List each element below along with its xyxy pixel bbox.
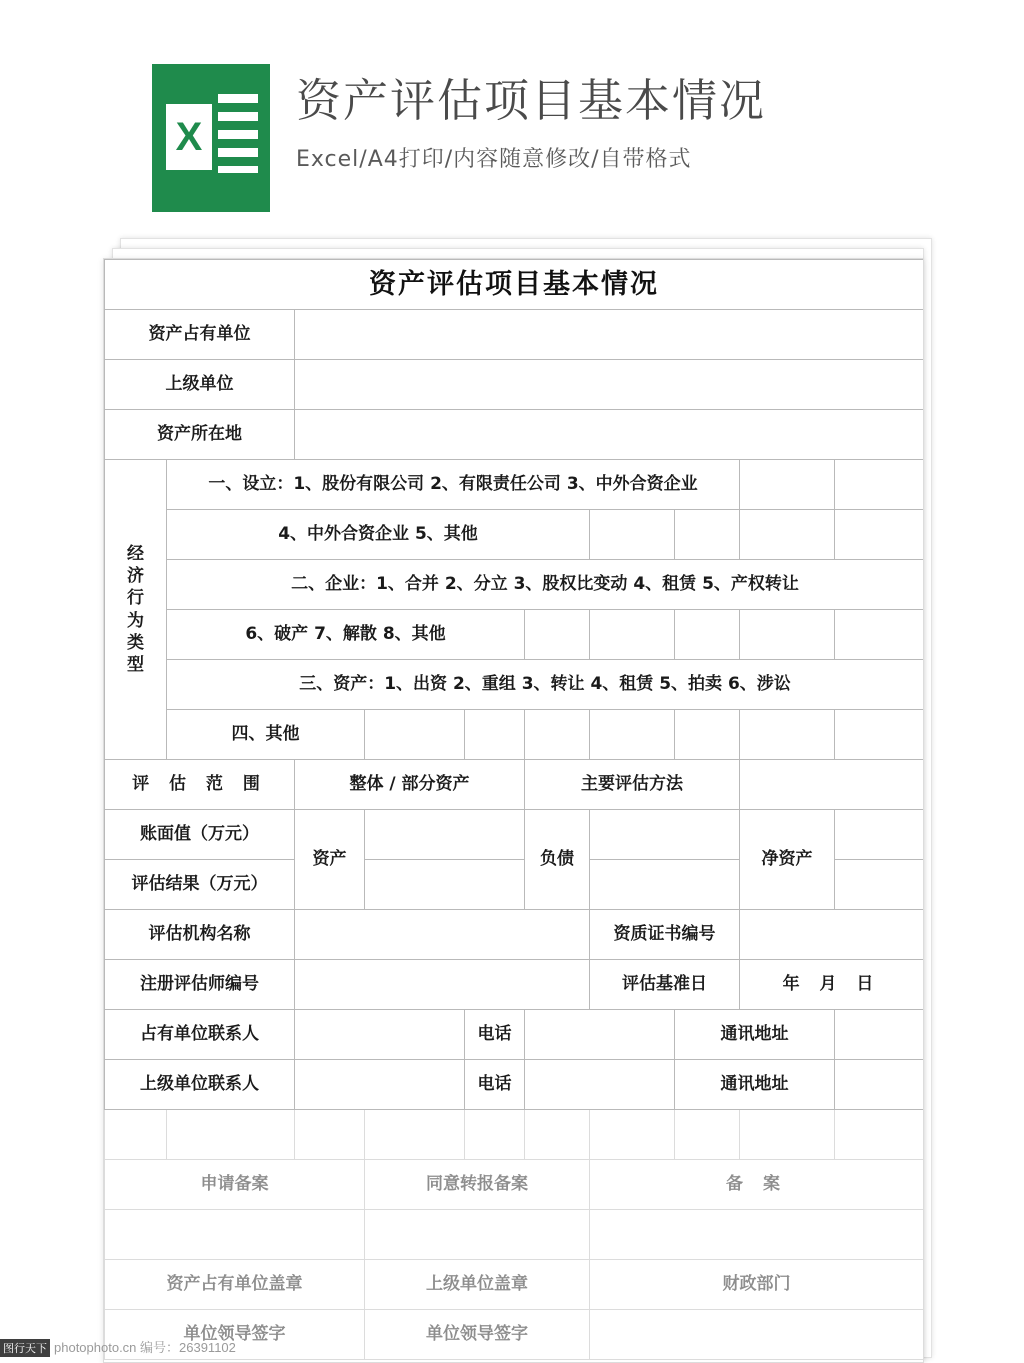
value-qualification-no[interactable] xyxy=(740,910,924,960)
eb-option-line-3[interactable]: 二、企业：1、合并 2、分立 3、股权比变动 4、租赁 5、产权转让 xyxy=(167,560,924,610)
eb-blank-4c[interactable] xyxy=(675,610,740,660)
filing-blank-a[interactable] xyxy=(105,1110,167,1160)
label-apply-filing: 申请备案 xyxy=(105,1160,365,1210)
table-row xyxy=(105,710,924,760)
eb-option-line-1[interactable]: 一、设立：1、股份有限公司 2、有限责任公司 3、中外合资企业 xyxy=(167,460,740,510)
value-book-assets[interactable] xyxy=(365,810,525,860)
table-row xyxy=(105,460,924,510)
page-title: 资产评估项目基本情况 xyxy=(296,74,767,127)
filing-blank-f[interactable] xyxy=(525,1110,590,1160)
table-row xyxy=(105,910,924,960)
eb-blank-6c[interactable] xyxy=(525,710,590,760)
value-appraiser-no[interactable] xyxy=(295,960,590,1010)
table-row xyxy=(105,1060,924,1110)
filing-blank-d[interactable] xyxy=(365,1110,465,1160)
filing-blank-j[interactable] xyxy=(835,1110,924,1160)
eb-option-line-2[interactable]: 4、中外合资企业 5、其他 xyxy=(167,510,590,560)
label-address-2: 通讯地址 xyxy=(675,1060,835,1110)
value-holder-contact[interactable] xyxy=(295,1010,465,1060)
sheet-title: 资产评估项目基本情况 xyxy=(105,260,924,310)
label-address-1: 通讯地址 xyxy=(675,1010,835,1060)
filing-blank-g[interactable] xyxy=(590,1110,675,1160)
filing-blank-c[interactable] xyxy=(295,1110,365,1160)
label-holder-contact: 占有单位联系人 xyxy=(105,1010,295,1060)
value-agency-name[interactable] xyxy=(295,910,590,960)
table-row xyxy=(105,1210,924,1260)
label-leader-sign-1: 单位领导签字 xyxy=(105,1310,365,1360)
table-row xyxy=(105,960,924,1010)
watermark-badge: 图行天下 xyxy=(0,1339,50,1357)
filing-blank-h[interactable] xyxy=(675,1110,740,1160)
watermark-text: photophoto.cn 编号：26391102 xyxy=(54,1340,236,1355)
excel-icon xyxy=(152,64,270,212)
table-row xyxy=(105,410,924,460)
label-phone-1: 电话 xyxy=(465,1010,525,1060)
value-address-2[interactable] xyxy=(835,1060,924,1110)
eb-blank-6g[interactable] xyxy=(835,710,924,760)
eb-blank-6f[interactable] xyxy=(740,710,835,760)
excel-icon-letter: X xyxy=(166,104,212,170)
eb-blank-2d[interactable] xyxy=(835,510,924,560)
filing-blank-b[interactable] xyxy=(167,1110,295,1160)
excel-icon-grid xyxy=(218,94,258,182)
table-row xyxy=(105,1010,924,1060)
page-subtitle: Excel/A4打印/内容随意修改/自带格式 xyxy=(296,147,692,172)
label-parent-unit: 上级单位 xyxy=(105,360,295,410)
label-net-assets: 净资产 xyxy=(740,810,835,910)
table-row xyxy=(105,610,924,660)
eb-blank-6e[interactable] xyxy=(675,710,740,760)
value-book-liabilities[interactable] xyxy=(590,810,740,860)
table-row xyxy=(105,360,924,410)
eb-option-line-5[interactable]: 三、资产：1、出资 2、重组 3、转让 4、租赁 5、拍卖 6、涉讼 xyxy=(167,660,924,710)
label-agree-report: 同意转报备案 xyxy=(365,1160,590,1210)
table-row xyxy=(105,1110,924,1160)
value-main-method[interactable] xyxy=(740,760,924,810)
eb-blank-1a[interactable] xyxy=(740,460,835,510)
label-appraisal-result: 评估结果（万元） xyxy=(105,860,295,910)
header-text-block xyxy=(296,64,766,173)
filing-cell-filing-2[interactable] xyxy=(590,1310,924,1360)
table-row xyxy=(105,660,924,710)
table-row xyxy=(105,1160,924,1210)
label-base-date: 评估基准日 xyxy=(590,960,740,1010)
label-filing: 备 案 xyxy=(590,1160,924,1210)
value-unit-holder[interactable] xyxy=(295,310,924,360)
filing-cell-filing-1[interactable] xyxy=(590,1210,924,1260)
table-row xyxy=(105,1260,924,1310)
filing-blank-e[interactable] xyxy=(465,1110,525,1160)
label-book-value: 账面值（万元） xyxy=(105,810,295,860)
page-header xyxy=(152,64,766,212)
eb-blank-4d[interactable] xyxy=(740,610,835,660)
filing-blank-i[interactable] xyxy=(740,1110,835,1160)
value-result-liabilities[interactable] xyxy=(590,860,740,910)
table-row xyxy=(105,310,924,360)
eb-blank-6b[interactable] xyxy=(465,710,525,760)
value-asset-location[interactable] xyxy=(295,410,924,460)
eb-blank-2a[interactable] xyxy=(590,510,675,560)
value-phone-2[interactable] xyxy=(525,1060,675,1110)
label-economic-behavior: 经济行为类型 xyxy=(105,460,167,760)
label-liabilities: 负债 xyxy=(525,810,590,910)
label-scope: 评 估 范 围 xyxy=(105,760,295,810)
table-row xyxy=(105,810,924,860)
eb-blank-4b[interactable] xyxy=(590,610,675,660)
label-leader-sign-2: 单位领导签字 xyxy=(365,1310,590,1360)
value-base-date[interactable]: 年 月 日 xyxy=(740,960,924,1010)
table-row xyxy=(105,510,924,560)
label-holder-seal: 资产占有单位盖章 xyxy=(105,1260,365,1310)
value-result-net[interactable] xyxy=(835,860,924,910)
form-table xyxy=(104,259,924,1360)
value-phone-1[interactable] xyxy=(525,1010,675,1060)
eb-blank-2c[interactable] xyxy=(740,510,835,560)
table-row xyxy=(105,760,924,810)
value-address-1[interactable] xyxy=(835,1010,924,1060)
label-unit-holder: 资产占有单位 xyxy=(105,310,295,360)
label-finance-dept: 财政部门 xyxy=(590,1260,924,1310)
filing-cell-apply-1[interactable] xyxy=(105,1210,365,1260)
eb-option-line-4[interactable]: 6、破产 7、解散 8、其他 xyxy=(167,610,525,660)
eb-blank-6a[interactable] xyxy=(365,710,465,760)
eb-blank-1b[interactable] xyxy=(835,460,924,510)
label-parent-contact: 上级单位联系人 xyxy=(105,1060,295,1110)
label-parent-seal: 上级单位盖章 xyxy=(365,1260,590,1310)
table-row xyxy=(105,560,924,610)
label-assets: 资产 xyxy=(295,810,365,910)
eb-option-line-6[interactable]: 四、其他 xyxy=(167,710,365,760)
label-phone-2: 电话 xyxy=(465,1060,525,1110)
label-agency-name: 评估机构名称 xyxy=(105,910,295,960)
eb-blank-4e[interactable] xyxy=(835,610,924,660)
label-asset-location: 资产所在地 xyxy=(105,410,295,460)
eb-blank-2b[interactable] xyxy=(675,510,740,560)
label-qualification-no: 资质证书编号 xyxy=(590,910,740,960)
watermark xyxy=(0,1337,236,1357)
eb-blank-4a[interactable] xyxy=(525,610,590,660)
value-result-assets[interactable] xyxy=(365,860,525,910)
filing-cell-agree-1[interactable] xyxy=(365,1210,590,1260)
value-scope[interactable]: 整体 / 部分资产 xyxy=(295,760,525,810)
eb-blank-6d[interactable] xyxy=(590,710,675,760)
spreadsheet-document xyxy=(103,258,924,1363)
value-parent-contact[interactable] xyxy=(295,1060,465,1110)
label-appraiser-no: 注册评估师编号 xyxy=(105,960,295,1010)
table-row-title xyxy=(105,260,924,310)
value-book-net[interactable] xyxy=(835,810,924,860)
label-main-method: 主要评估方法 xyxy=(525,760,740,810)
value-parent-unit[interactable] xyxy=(295,360,924,410)
